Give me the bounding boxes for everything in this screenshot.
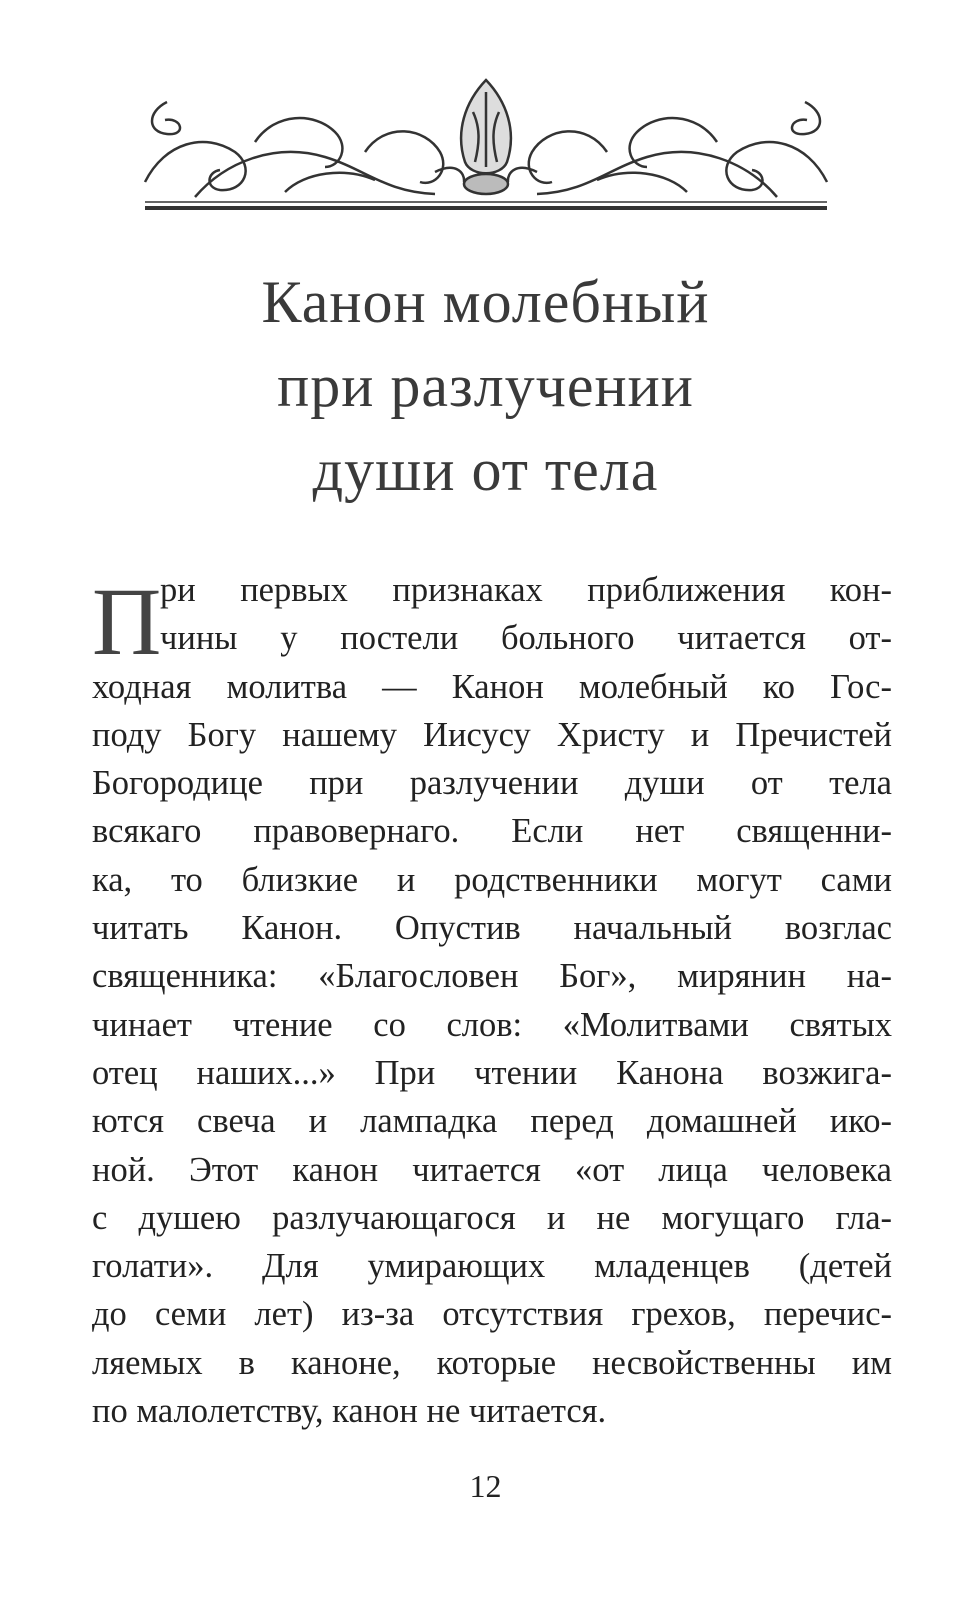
text-line: всякаго правовернаго. Если нет священни- [92,812,892,851]
text-line: ри первых признаках приближения кон- [160,571,892,609]
text-line: ка, то близкие и родственники могут сами [92,860,892,899]
text-line: ной. Этот канон читается «от лица человека [92,1150,892,1189]
body-paragraph [92,566,892,1435]
text-line: читать Канон. Опустив начальный возглас [92,909,892,948]
floral-headpiece-ornament [135,72,837,214]
page-number: 12 [469,1468,502,1504]
text-line: по малолетству, канон не читается. [92,1392,607,1431]
text-line: чины у постели больного читается от- [160,619,892,658]
text-line: ются свеча и лампадка перед домашней ико- [92,1102,892,1141]
text-line: ходная молитва — Канон молебный ко Гос- [92,667,892,706]
text-line: поду Богу нашему Иисусу Христу и Пречистей [92,715,892,754]
text-line: с душею разлучающагося и не могущаго гла- [92,1198,892,1237]
chapter-title-line-2: при разлучении [277,353,694,419]
text-line: отец наших...» При чтении Канона возжига- [92,1053,892,1092]
text-line: голати». Для умирающих младенцев (детей [92,1247,892,1286]
drop-cap: П [92,568,162,675]
chapter-title-line-1: Канон молебный [261,269,710,335]
text-line: священника: «Благословен Бог», мирянин на- [92,957,892,996]
text-line: чинает чтение со слов: «Молитвами святых [92,1005,892,1044]
text-line: Богородице при разлучении души от тела [92,764,892,803]
chapter-title-line-3: души от тела [312,437,659,503]
text-line: ляемых в каноне, которые несвойственны им [92,1343,892,1382]
text-line: до семи лет) из-за отсутствия грехов, перечис- [92,1295,892,1334]
